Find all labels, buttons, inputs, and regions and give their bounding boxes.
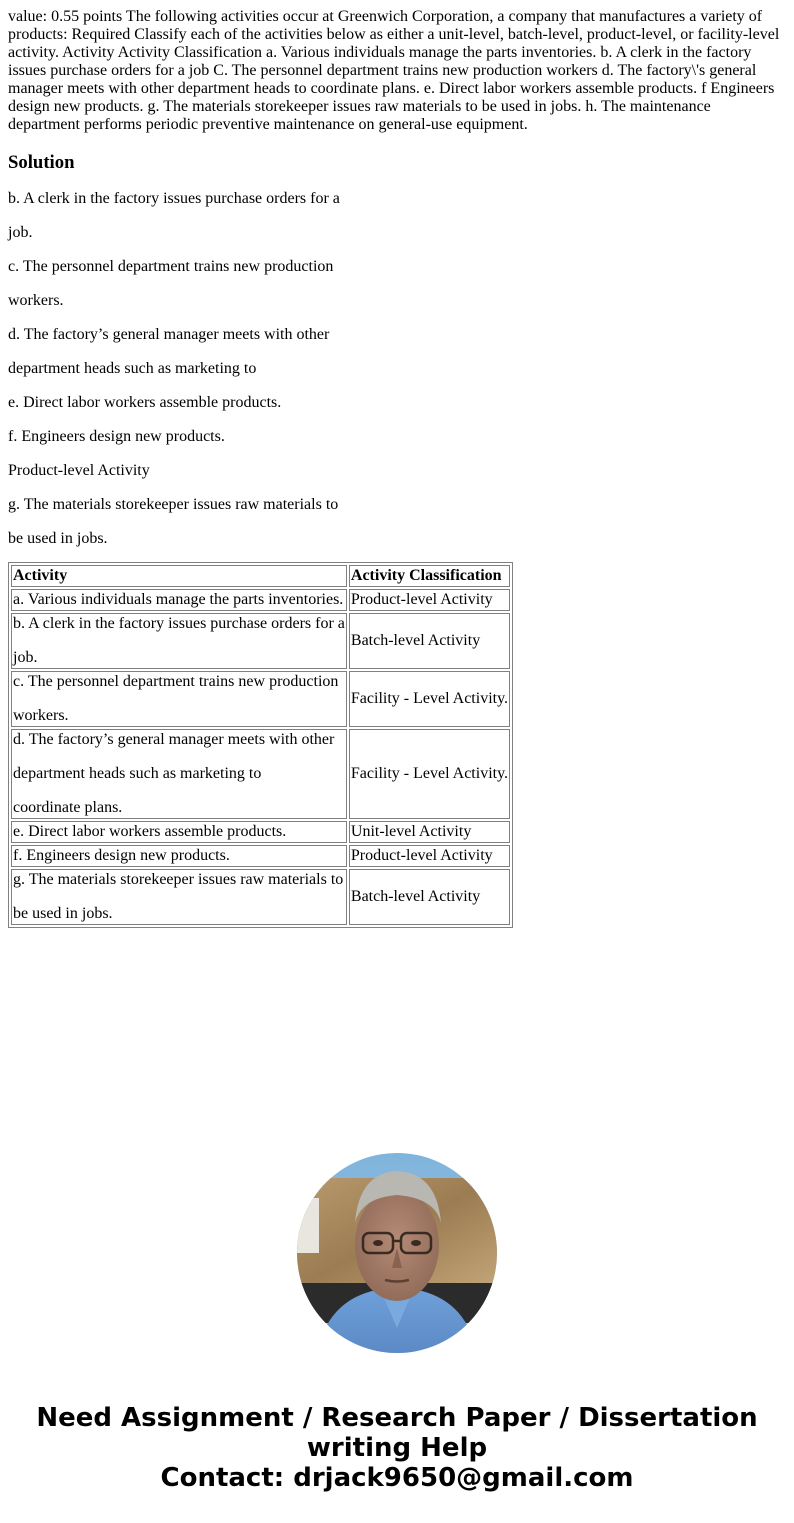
table-row [11, 821, 510, 843]
table-row [11, 671, 510, 727]
solution-paragraph: department heads such as marketing to [8, 360, 257, 377]
promo-line: Need Assignment / Research Paper / Dissertation [36, 1403, 758, 1433]
activity-text: d. The factory’s general manager meets with other [13, 731, 335, 748]
activity-text: a. Various individuals manage the parts inventories. [13, 591, 344, 608]
classification-cell: Unit-level Activity [349, 821, 510, 843]
solution-paragraph: c. The personnel department trains new production [8, 258, 334, 275]
solution-paragraph: Product-level Activity [8, 462, 150, 479]
promo-banner [0, 1403, 794, 1493]
activity-text: e. Direct labor workers assemble products. [13, 823, 287, 840]
promo-line: writing Help [306, 1433, 488, 1463]
table-row [11, 869, 510, 925]
question-text: value: 0.55 points The following activities occur at Greenwich Corporation, a company that manufactures a variety of products: Required Classify each of the activities below as either a unit-level, batch-level, product-level, or facility-level activity. Activity Activity Classification a. Various individuals manage the parts inventories. b. A clerk in the factory issues purchase orders for a job C. The personnel department trains new production workers d. The factory\'s general manager meets with other department heads to coordinate plans. e. Direct labor workers assemble products. f Engineers design new products. g. The materials storekeeper issues raw materials to be used in jobs. h. The maintenance department performs periodic preventive maintenance on general-use equipment. [8, 8, 780, 133]
activity-text: job. [13, 649, 38, 666]
header-classification: Activity Classification [349, 565, 510, 587]
activity-text: be used in jobs. [13, 905, 113, 922]
contact-email: Contact: drjack9650@gmail.com [160, 1463, 634, 1493]
solution-paragraph: g. The materials storekeeper issues raw materials to [8, 496, 339, 513]
table-row [11, 589, 510, 611]
table-header-row [11, 565, 510, 587]
activity-cell [11, 671, 347, 727]
solution-heading: Solution [8, 152, 75, 173]
person-photo-icon [297, 1153, 497, 1353]
header-activity: Activity [11, 565, 347, 587]
activity-cell [11, 869, 347, 925]
activity-cell [11, 589, 347, 611]
activity-cell [11, 821, 347, 843]
solution-paragraph: job. [8, 224, 33, 241]
activity-text: f. Engineers design new products. [13, 847, 230, 864]
solution-paragraph: d. The factory’s general manager meets with other [8, 326, 330, 343]
solution-paragraphs [8, 190, 786, 548]
activity-text: c. The personnel department trains new production [13, 673, 339, 690]
table-row [11, 729, 510, 819]
solution-paragraph: f. Engineers design new products. [8, 428, 225, 445]
classification-table [8, 562, 513, 928]
activity-text: department heads such as marketing to [13, 765, 262, 782]
classification-cell: Facility - Level Activity. [349, 671, 510, 727]
activity-text: g. The materials storekeeper issues raw materials to [13, 871, 344, 888]
classification-cell: Batch-level Activity [349, 869, 510, 925]
classification-cell: Product-level Activity [349, 589, 510, 611]
solution-paragraph: workers. [8, 292, 64, 309]
activity-cell [11, 613, 347, 669]
activity-text: b. A clerk in the factory issues purchase orders for a [13, 615, 345, 632]
avatar [297, 1153, 497, 1353]
classification-cell: Batch-level Activity [349, 613, 510, 669]
solution-paragraph: b. A clerk in the factory issues purchase orders for a [8, 190, 340, 207]
table-row [11, 845, 510, 867]
classification-cell: Product-level Activity [349, 845, 510, 867]
table-row [11, 613, 510, 669]
solution-paragraph: be used in jobs. [8, 530, 108, 547]
activity-cell [11, 845, 347, 867]
classification-cell: Facility - Level Activity. [349, 729, 510, 819]
activity-text: workers. [13, 707, 69, 724]
activity-text: coordinate plans. [13, 799, 123, 816]
solution-paragraph: e. Direct labor workers assemble products. [8, 394, 282, 411]
activity-cell [11, 729, 347, 819]
